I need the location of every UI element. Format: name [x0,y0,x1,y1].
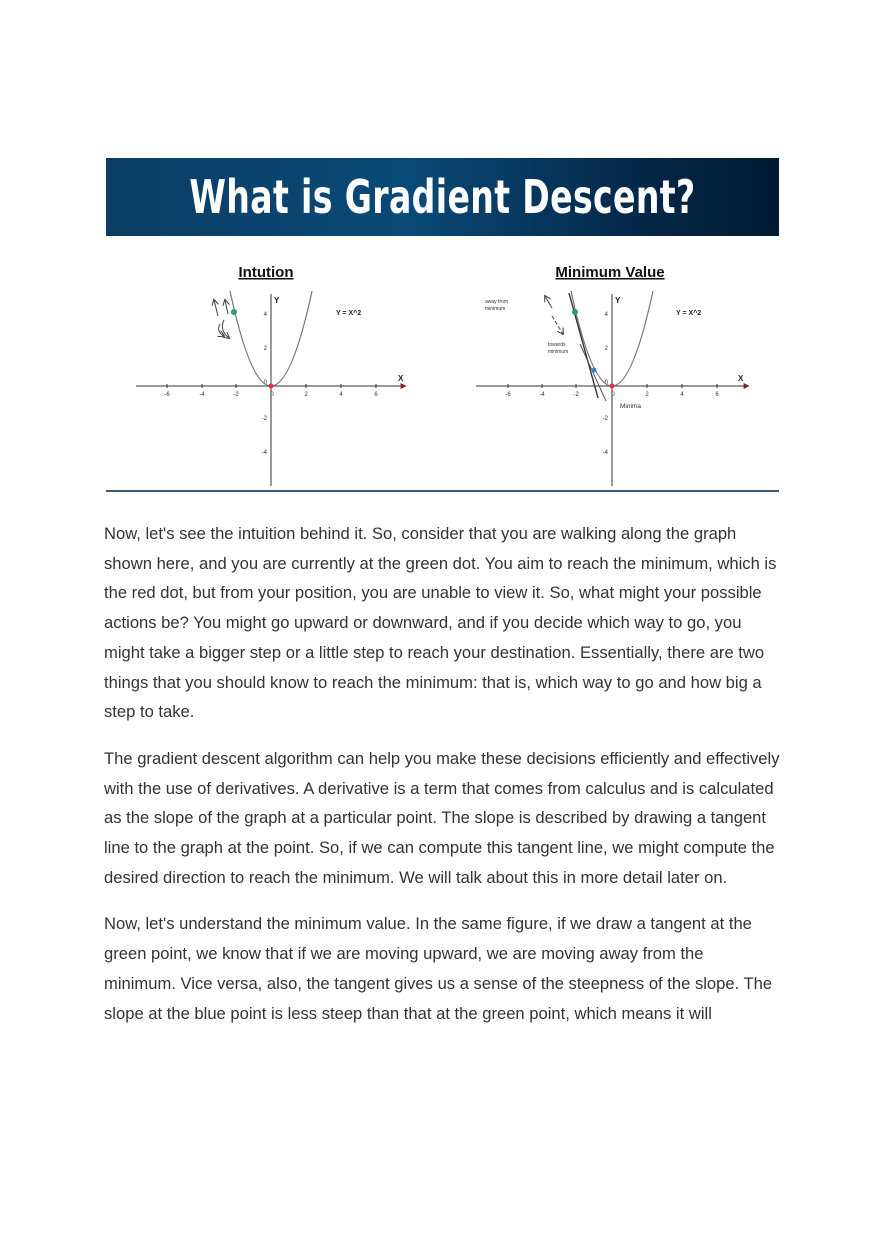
away-arrow [545,296,552,308]
right-x-tick-label: 2 [645,392,649,398]
blue-tangent-line [580,344,606,401]
right-panel-title: Minimum Value [555,264,665,281]
left-y-tick-label: -2 [261,416,267,422]
left-x-tick-label: 0 [270,392,274,398]
left-y-tick-label: 2 [263,346,267,352]
right-blue-point [592,368,597,373]
annotation-away-line1: away from [485,299,509,305]
left-origin-label: 0 [263,380,267,386]
right-x-tick-label: -2 [573,392,579,398]
left-x-axis-label: X [398,374,404,383]
left-panel [136,264,406,486]
left-x-tick-label: 2 [304,392,308,398]
right-x-tick-label: 0 [611,392,615,398]
right-panel [476,264,749,486]
left-y-tick-label: 4 [263,312,267,318]
right-x-tick-label: 4 [680,392,684,398]
gradient-descent-figure [106,236,779,492]
minima-label: Minima [620,403,641,410]
right-x-tick-label: -4 [539,392,545,398]
annotation-towards-line2: minimum [548,349,569,355]
right-equation-label: Y = X^2 [676,310,702,317]
right-y-tick-label: -2 [602,416,608,422]
left-y-tick-label: -4 [261,450,267,456]
figure-bottom-rule [106,490,779,492]
left-x-tick-label: -6 [164,392,170,398]
paragraph-derivatives: The gradient descent algorithm can help you make these decisions efficiently and effectively with the use of derivatives. A derivative is a term that comes from calculus and is calculated as the slope of the graph at a particular point. The slope is described by drawing a tangent line to the graph at the point. So, if we can compute this tangent line, we might compute the desired direction to reach the minimum. We will talk about this in more detail later on. [104,748,780,887]
right-x-axis-label: X [738,374,744,383]
right-y-tick-label: 4 [604,312,608,318]
left-equation-label: Y = X^2 [336,310,362,317]
left-x-tick-label: -4 [199,392,205,398]
right-y-tick-label: 2 [604,346,608,352]
left-y-axis-label: Y [274,296,280,305]
right-x-tick-label: -6 [505,392,511,398]
left-direction-arrows [214,300,229,338]
towards-arrow [552,316,563,334]
right-red-point [610,384,615,389]
article-body [104,519,780,1045]
annotation-away-line2: minimum [485,306,506,312]
left-x-tick-label: 4 [339,392,343,398]
left-x-tick-label: -2 [233,392,239,398]
figure-svg [106,236,779,492]
right-x-tick-label: 6 [715,392,719,398]
paragraph-minimum-value: Now, let's understand the minimum value. In the same figure, if we draw a tangent at the green point, we know that if we are moving upward, we are moving away from the minimum. Vice versa, also, the tangent gives us a sense of the steepness of the slope. The slope at the blue point is less steep than that at the green point, which means it will [104,914,773,1023]
banner-title: What is Gradient Descent? [189,170,696,224]
annotation-towards-line1: towards [548,342,566,348]
right-origin-label: 0 [604,380,608,386]
paragraph-intuition: Now, let's see the intuition behind it. So, consider that you are walking along the graph shown here, and you are currently at the green dot. You aim to reach the minimum, which is the red dot, but from your position, you are unable to view it. So, what might your possible actions be? You might go upward or downward, and if you decide which way to go, you might take a bigger step or a little step to reach your destination. Essentially, there are two things that you should know to reach the minimum: that is, which way to go and how big a step to take. [104,524,777,722]
left-x-tick-label: 6 [374,392,378,398]
left-red-point [269,384,274,389]
right-y-axis-label: Y [615,296,621,305]
green-tangent-line [569,293,598,398]
left-green-point [231,309,237,315]
title-banner [106,158,779,236]
right-green-point [572,309,578,315]
right-y-tick-label: -4 [602,450,608,456]
left-panel-title: Intution [238,264,294,281]
